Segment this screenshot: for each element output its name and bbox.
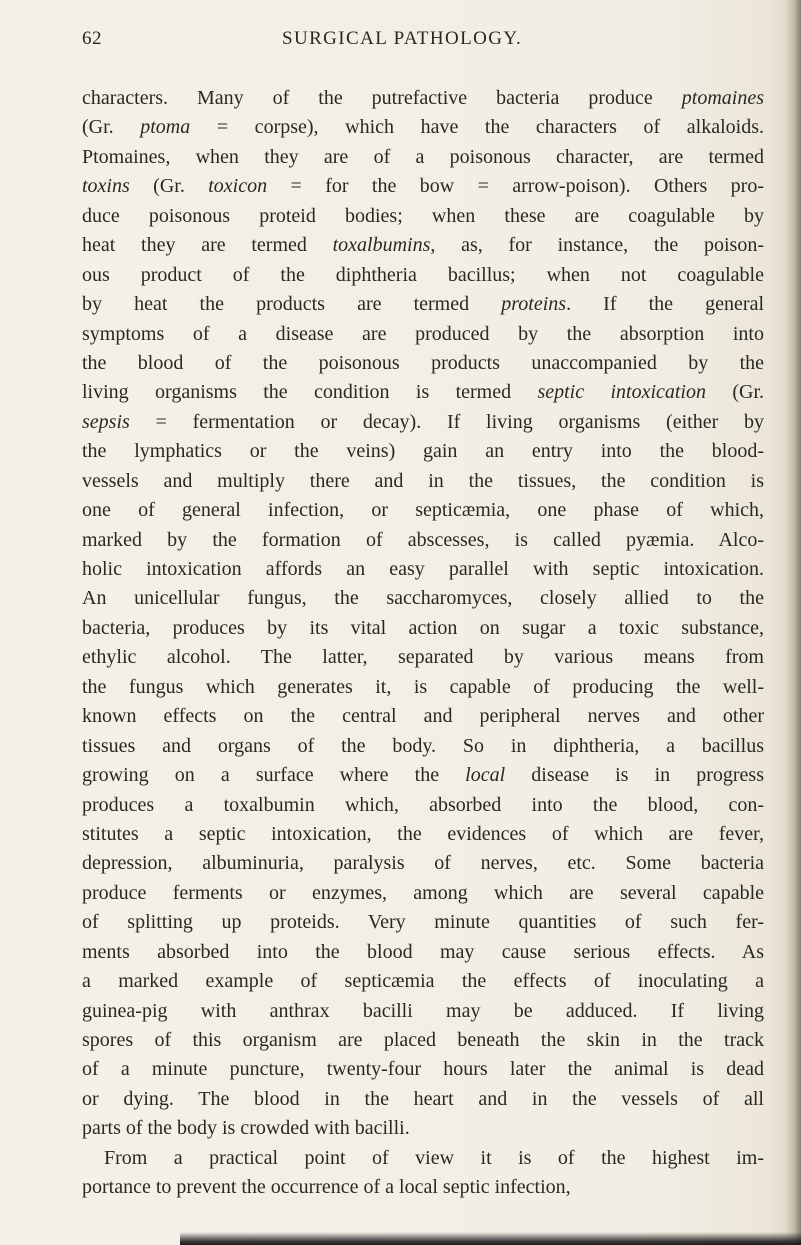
text-line xyxy=(82,349,764,378)
text-line xyxy=(82,997,764,1026)
text-line xyxy=(82,791,764,820)
text-line xyxy=(82,820,764,849)
text-run: vessels and multiply there and in the tissues, the condition is xyxy=(82,469,764,492)
text-run: = corpse), which have the characters of alkaloids. xyxy=(190,116,764,139)
text-run: ments absorbed into the blood may cause serious effects. As xyxy=(82,940,764,963)
text-line xyxy=(82,84,764,113)
text-line xyxy=(82,290,764,319)
text-line xyxy=(82,555,764,584)
text-run: heat they are termed xyxy=(82,234,333,257)
text-run: From a practical point of view it is of the highest im- xyxy=(104,1146,764,1169)
italic-term: ptomaines xyxy=(681,87,764,109)
text-line xyxy=(82,938,764,967)
italic-term: toxins xyxy=(82,175,130,198)
text-line xyxy=(82,113,764,142)
text-run: or dying. The blood in the heart and in the vessels of all xyxy=(82,1087,764,1110)
text-run: of a minute puncture, twenty-four hours later the animal is dead xyxy=(82,1058,764,1081)
text-line xyxy=(82,261,764,290)
page-header xyxy=(82,28,722,58)
text-run: the fungus which generates it, is capable of producing the well- xyxy=(82,675,764,698)
text-line xyxy=(82,614,764,643)
text-run: = fermentation or decay). If living organisms (either by xyxy=(129,410,764,433)
text-run: by heat the products are termed xyxy=(82,293,502,316)
text-line xyxy=(82,378,764,407)
text-run: portance to prevent the occurrence of a local septic infection, xyxy=(82,1176,571,1199)
text-run: , as, for instance, the poison- xyxy=(430,234,764,257)
text-run: Ptomaines, when they are of a poisonous character, are termed xyxy=(82,145,764,168)
text-run: of splitting up proteids. Very minute quantities of such fer- xyxy=(82,911,764,934)
text-run: An unicellular fungus, the saccharomyces, closely allied to the xyxy=(82,587,764,610)
text-line xyxy=(82,1085,764,1114)
text-run: living organisms the condition is termed xyxy=(82,381,538,404)
italic-term: sepsis xyxy=(82,410,130,433)
text-line xyxy=(82,908,764,937)
text-run: stitutes a septic intoxication, the evidences of which are fever, xyxy=(82,822,764,845)
text-run: one of general infection, or septicæmia, one phase of which, xyxy=(82,499,764,522)
text-line xyxy=(82,1144,764,1173)
italic-term: toxalbumins xyxy=(332,234,431,257)
text-run: tissues and organs of the body. So in diphtheria, a bacillus xyxy=(82,734,764,757)
text-run: symptoms of a disease are produced by the absorption into xyxy=(82,322,764,345)
text-run: ethylic alcohol. The latter, separated by various means from xyxy=(82,646,764,669)
text-run: ous product of the diphtheria bacillus; when not coagulable xyxy=(82,263,764,286)
text-run: duce poisonous proteid bodies; when these are coagulable by xyxy=(82,204,764,227)
italic-term: toxicon xyxy=(208,175,268,198)
text-run: characters. Many of the putrefactive bacteria produce xyxy=(82,87,682,109)
italic-term: ptoma xyxy=(140,116,191,139)
text-line xyxy=(82,761,764,790)
text-run: . If the general xyxy=(566,293,764,316)
text-run: the blood of the poisonous products unaccompanied by the xyxy=(82,351,764,374)
text-run: = for the bow = arrow-poison). Others pro- xyxy=(267,175,764,198)
text-line xyxy=(82,320,764,349)
page-number: 62 xyxy=(82,28,102,49)
text-run: produce ferments or enzymes, among which are several capable xyxy=(82,881,764,904)
text-run: bacteria, produces by its vital action on sugar a toxic substance, xyxy=(82,616,764,639)
text-run: produces a toxalbumin which, absorbed into the blood, con- xyxy=(82,793,764,816)
italic-term: proteins xyxy=(501,293,567,316)
body-text xyxy=(82,84,764,1203)
text-line xyxy=(82,1055,764,1084)
text-line xyxy=(82,584,764,613)
text-line xyxy=(82,673,764,702)
text-run: spores of this organism are placed beneath the skin in the track xyxy=(82,1029,764,1051)
text-line xyxy=(82,702,764,731)
text-line xyxy=(82,967,764,996)
text-run: the lymphatics or the veins) gain an entry into the blood- xyxy=(82,440,764,463)
text-line xyxy=(82,732,764,761)
italic-term: local xyxy=(465,764,506,787)
text-run: known effects on the central and peripheral nerves and other xyxy=(82,705,764,728)
text-run: disease is in progress xyxy=(505,764,764,787)
text-line xyxy=(82,437,764,466)
text-run: guinea-pig with anthrax bacilli may be adduced. If living xyxy=(82,999,764,1022)
text-line xyxy=(82,172,764,201)
text-line xyxy=(82,879,764,908)
text-line xyxy=(82,143,764,172)
text-run: (Gr. xyxy=(706,381,764,404)
running-title: SURGICAL PATHOLOGY. xyxy=(282,28,523,49)
text-line xyxy=(82,408,764,437)
page-bottom-edge xyxy=(180,1232,801,1245)
page-edge-shadow xyxy=(785,0,801,1245)
text-run: a marked example of septicæmia the effects of inoculating a xyxy=(82,970,764,993)
text-line xyxy=(82,202,764,231)
text-run: depression, albuminuria, paralysis of nerves, etc. Some bacteria xyxy=(82,852,764,875)
text-run: growing on a surface where the xyxy=(82,764,466,787)
text-run: marked by the formation of abscesses, is called pyæmia. Alco- xyxy=(82,528,764,551)
text-line xyxy=(82,231,764,260)
text-line xyxy=(82,467,764,496)
text-line xyxy=(82,643,764,672)
italic-term: septic intoxication xyxy=(537,381,706,404)
text-line xyxy=(82,1173,764,1202)
text-run: (Gr. xyxy=(82,116,141,139)
text-line xyxy=(82,1026,764,1055)
text-line xyxy=(82,526,764,555)
text-line xyxy=(82,496,764,525)
text-run: holic intoxication affords an easy parallel with septic intoxication. xyxy=(82,558,764,580)
text-run: parts of the body is crowded with bacilli. xyxy=(82,1117,410,1140)
text-line xyxy=(82,1114,764,1143)
text-run: (Gr. xyxy=(129,175,209,198)
text-line xyxy=(82,849,764,878)
